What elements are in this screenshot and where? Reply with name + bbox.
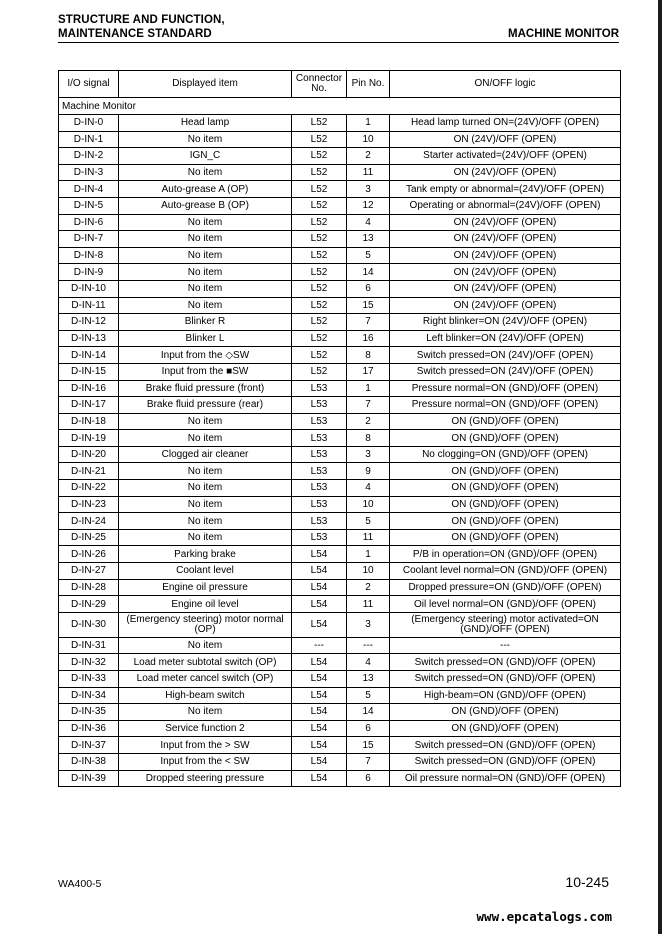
logic-cell: Switch pressed=ON (24V)/OFF (OPEN) bbox=[390, 347, 621, 364]
pin-cell: 16 bbox=[347, 330, 390, 347]
connector-cell: L54 bbox=[292, 596, 347, 613]
connector-cell: L52 bbox=[292, 164, 347, 181]
logic-cell: ON (24V)/OFF (OPEN) bbox=[390, 297, 621, 314]
pin-cell: 1 bbox=[347, 115, 390, 132]
pin-cell: 12 bbox=[347, 197, 390, 214]
logic-cell: (Emergency steering) motor activated=ON (GND)/OFF (OPEN) bbox=[390, 612, 621, 637]
pin-cell: 11 bbox=[347, 529, 390, 546]
logic-cell: ON (GND)/OFF (OPEN) bbox=[390, 496, 621, 513]
pin-cell: 5 bbox=[347, 687, 390, 704]
displayed-item-cell: No item bbox=[119, 164, 292, 181]
displayed-item-cell: Brake fluid pressure (rear) bbox=[119, 397, 292, 414]
table-row bbox=[59, 546, 621, 563]
connector-cell: L52 bbox=[292, 231, 347, 248]
io-signal-cell: D-IN-39 bbox=[59, 770, 119, 787]
displayed-item-cell: Input from the ■SW bbox=[119, 363, 292, 380]
io-signal-cell: D-IN-11 bbox=[59, 297, 119, 314]
displayed-item-cell: Blinker R bbox=[119, 314, 292, 331]
displayed-item-cell: Input from the > SW bbox=[119, 737, 292, 754]
io-signal-cell: D-IN-24 bbox=[59, 513, 119, 530]
connector-header-line-2: No. bbox=[311, 83, 327, 94]
connector-cell: L52 bbox=[292, 197, 347, 214]
logic-cell: Switch pressed=ON (GND)/OFF (OPEN) bbox=[390, 737, 621, 754]
pin-cell: 10 bbox=[347, 131, 390, 148]
logic-cell: Switch pressed=ON (GND)/OFF (OPEN) bbox=[390, 654, 621, 671]
table-row bbox=[59, 671, 621, 688]
connector-cell: L54 bbox=[292, 753, 347, 770]
table-row bbox=[59, 297, 621, 314]
logic-cell: Left blinker=ON (24V)/OFF (OPEN) bbox=[390, 330, 621, 347]
table-row bbox=[59, 496, 621, 513]
io-signal-cell: D-IN-2 bbox=[59, 148, 119, 165]
connector-cell: L53 bbox=[292, 513, 347, 530]
logic-cell: ON (24V)/OFF (OPEN) bbox=[390, 231, 621, 248]
document-title bbox=[58, 13, 225, 41]
title-line-1: STRUCTURE AND FUNCTION, bbox=[58, 14, 225, 26]
io-signal-cell: D-IN-21 bbox=[59, 463, 119, 480]
connector-cell: L52 bbox=[292, 214, 347, 231]
logic-cell: P/B in operation=ON (GND)/OFF (OPEN) bbox=[390, 546, 621, 563]
io-signal-cell: D-IN-8 bbox=[59, 247, 119, 264]
table-row bbox=[59, 115, 621, 132]
table-row bbox=[59, 753, 621, 770]
logic-cell: Right blinker=ON (24V)/OFF (OPEN) bbox=[390, 314, 621, 331]
table-row bbox=[59, 363, 621, 380]
displayed-item-cell: Blinker L bbox=[119, 330, 292, 347]
io-signal-cell: D-IN-22 bbox=[59, 480, 119, 497]
table-row bbox=[59, 637, 621, 654]
connector-cell: L52 bbox=[292, 363, 347, 380]
connector-cell: L53 bbox=[292, 446, 347, 463]
connector-cell: L52 bbox=[292, 115, 347, 132]
connector-cell: L54 bbox=[292, 654, 347, 671]
displayed-item-cell: No item bbox=[119, 463, 292, 480]
pin-cell: 3 bbox=[347, 181, 390, 198]
logic-cell: ON (24V)/OFF (OPEN) bbox=[390, 280, 621, 297]
io-signal-cell: D-IN-1 bbox=[59, 131, 119, 148]
displayed-item-cell: Load meter cancel switch (OP) bbox=[119, 671, 292, 688]
logic-cell: ON (GND)/OFF (OPEN) bbox=[390, 720, 621, 737]
table-row bbox=[59, 164, 621, 181]
table-row bbox=[59, 314, 621, 331]
table-row bbox=[59, 430, 621, 447]
logic-cell: Switch pressed=ON (GND)/OFF (OPEN) bbox=[390, 671, 621, 688]
io-signal-cell: D-IN-26 bbox=[59, 546, 119, 563]
connector-cell: L53 bbox=[292, 463, 347, 480]
logic-cell: Dropped pressure=ON (GND)/OFF (OPEN) bbox=[390, 579, 621, 596]
table-row bbox=[59, 380, 621, 397]
table-row bbox=[59, 563, 621, 580]
table-row bbox=[59, 579, 621, 596]
pin-cell: 10 bbox=[347, 563, 390, 580]
io-signal-cell: D-IN-35 bbox=[59, 704, 119, 721]
col-header-connector bbox=[292, 71, 347, 98]
io-signal-cell: D-IN-18 bbox=[59, 413, 119, 430]
table-row bbox=[59, 148, 621, 165]
pin-cell: 8 bbox=[347, 347, 390, 364]
page-edge-bar bbox=[658, 0, 662, 934]
displayed-item-cell: IGN_C bbox=[119, 148, 292, 165]
connector-cell: L52 bbox=[292, 247, 347, 264]
logic-cell: Tank empty or abnormal=(24V)/OFF (OPEN) bbox=[390, 181, 621, 198]
table-row bbox=[59, 214, 621, 231]
section-label: Machine Monitor bbox=[59, 98, 621, 115]
connector-cell: L53 bbox=[292, 397, 347, 414]
connector-cell: L52 bbox=[292, 314, 347, 331]
io-signal-cell: D-IN-16 bbox=[59, 380, 119, 397]
pin-cell: 13 bbox=[347, 231, 390, 248]
pin-cell: 14 bbox=[347, 264, 390, 281]
io-signal-cell: D-IN-7 bbox=[59, 231, 119, 248]
displayed-item-cell: Auto-grease A (OP) bbox=[119, 181, 292, 198]
displayed-item-cell: No item bbox=[119, 264, 292, 281]
pin-cell: 6 bbox=[347, 720, 390, 737]
header-rule bbox=[58, 42, 619, 43]
io-signal-cell: D-IN-12 bbox=[59, 314, 119, 331]
connector-cell: L54 bbox=[292, 770, 347, 787]
logic-cell: ON (24V)/OFF (OPEN) bbox=[390, 214, 621, 231]
connector-cell: L52 bbox=[292, 264, 347, 281]
io-signal-cell: D-IN-4 bbox=[59, 181, 119, 198]
logic-cell: Oil level normal=ON (GND)/OFF (OPEN) bbox=[390, 596, 621, 613]
pin-cell: 3 bbox=[347, 612, 390, 637]
table-row bbox=[59, 463, 621, 480]
table-row bbox=[59, 654, 621, 671]
displayed-item-cell: Clogged air cleaner bbox=[119, 446, 292, 463]
logic-cell: ON (24V)/OFF (OPEN) bbox=[390, 247, 621, 264]
table-row bbox=[59, 704, 621, 721]
pin-cell: 15 bbox=[347, 297, 390, 314]
io-signal-cell: D-IN-9 bbox=[59, 264, 119, 281]
logic-cell: Oil pressure normal=ON (GND)/OFF (OPEN) bbox=[390, 770, 621, 787]
pin-cell: --- bbox=[347, 637, 390, 654]
logic-cell: ON (GND)/OFF (OPEN) bbox=[390, 413, 621, 430]
connector-cell: L53 bbox=[292, 480, 347, 497]
pin-cell: 4 bbox=[347, 214, 390, 231]
io-signal-table bbox=[58, 70, 621, 787]
pin-cell: 5 bbox=[347, 513, 390, 530]
io-signal-cell: D-IN-14 bbox=[59, 347, 119, 364]
connector-cell: L53 bbox=[292, 430, 347, 447]
displayed-item-cell: No item bbox=[119, 637, 292, 654]
connector-cell: L53 bbox=[292, 496, 347, 513]
table-row bbox=[59, 181, 621, 198]
io-signal-cell: D-IN-20 bbox=[59, 446, 119, 463]
col-header-pin: Pin No. bbox=[347, 71, 390, 98]
pin-cell: 6 bbox=[347, 770, 390, 787]
pin-cell: 13 bbox=[347, 671, 390, 688]
connector-cell: L54 bbox=[292, 737, 347, 754]
connector-cell: L54 bbox=[292, 704, 347, 721]
table-header-row bbox=[59, 71, 621, 98]
pin-cell: 1 bbox=[347, 380, 390, 397]
displayed-item-cell: Load meter subtotal switch (OP) bbox=[119, 654, 292, 671]
io-signal-cell: D-IN-29 bbox=[59, 596, 119, 613]
pin-cell: 5 bbox=[347, 247, 390, 264]
pin-cell: 17 bbox=[347, 363, 390, 380]
pin-cell: 7 bbox=[347, 314, 390, 331]
connector-cell: L53 bbox=[292, 380, 347, 397]
displayed-item-cell: No item bbox=[119, 430, 292, 447]
pin-cell: 9 bbox=[347, 463, 390, 480]
connector-cell: L54 bbox=[292, 546, 347, 563]
page-number: 10-245 bbox=[565, 874, 609, 890]
connector-cell: L52 bbox=[292, 181, 347, 198]
io-signal-cell: D-IN-37 bbox=[59, 737, 119, 754]
pin-cell: 11 bbox=[347, 596, 390, 613]
io-signal-cell: D-IN-0 bbox=[59, 115, 119, 132]
table-row bbox=[59, 131, 621, 148]
io-signal-cell: D-IN-19 bbox=[59, 430, 119, 447]
logic-cell: No clogging=ON (GND)/OFF (OPEN) bbox=[390, 446, 621, 463]
displayed-item-cell: No item bbox=[119, 529, 292, 546]
io-signal-cell: D-IN-15 bbox=[59, 363, 119, 380]
logic-cell: ON (GND)/OFF (OPEN) bbox=[390, 513, 621, 530]
table-row bbox=[59, 197, 621, 214]
logic-cell: Coolant level normal=ON (GND)/OFF (OPEN) bbox=[390, 563, 621, 580]
model-number: WA400-5 bbox=[58, 878, 102, 890]
displayed-item-cell: No item bbox=[119, 513, 292, 530]
displayed-item-cell: No item bbox=[119, 297, 292, 314]
io-signal-cell: D-IN-23 bbox=[59, 496, 119, 513]
io-signal-cell: D-IN-27 bbox=[59, 563, 119, 580]
io-signal-cell: D-IN-6 bbox=[59, 214, 119, 231]
watermark-url: www.epcatalogs.com bbox=[476, 909, 612, 924]
pin-cell: 2 bbox=[347, 413, 390, 430]
displayed-item-cell: Engine oil pressure bbox=[119, 579, 292, 596]
table-row bbox=[59, 247, 621, 264]
displayed-item-cell: No item bbox=[119, 131, 292, 148]
pin-cell: 15 bbox=[347, 737, 390, 754]
table-row bbox=[59, 720, 621, 737]
connector-cell: L54 bbox=[292, 720, 347, 737]
displayed-item-cell: No item bbox=[119, 231, 292, 248]
pin-cell: 4 bbox=[347, 654, 390, 671]
table-row bbox=[59, 347, 621, 364]
displayed-item-cell: (Emergency steering) motor normal (OP) bbox=[119, 612, 292, 637]
connector-cell: L52 bbox=[292, 297, 347, 314]
displayed-item-cell: Head lamp bbox=[119, 115, 292, 132]
logic-cell: ON (GND)/OFF (OPEN) bbox=[390, 480, 621, 497]
logic-cell: High-beam=ON (GND)/OFF (OPEN) bbox=[390, 687, 621, 704]
table-row bbox=[59, 737, 621, 754]
logic-cell: Head lamp turned ON=(24V)/OFF (OPEN) bbox=[390, 115, 621, 132]
io-signal-cell: D-IN-38 bbox=[59, 753, 119, 770]
logic-cell: ON (24V)/OFF (OPEN) bbox=[390, 131, 621, 148]
io-signal-cell: D-IN-10 bbox=[59, 280, 119, 297]
table-row bbox=[59, 770, 621, 787]
logic-cell: ON (GND)/OFF (OPEN) bbox=[390, 704, 621, 721]
logic-cell: Starter activated=(24V)/OFF (OPEN) bbox=[390, 148, 621, 165]
displayed-item-cell: No item bbox=[119, 496, 292, 513]
logic-cell: --- bbox=[390, 637, 621, 654]
connector-cell: --- bbox=[292, 637, 347, 654]
table-row bbox=[59, 612, 621, 637]
col-header-io-signal: I/O signal bbox=[59, 71, 119, 98]
io-signal-cell: D-IN-13 bbox=[59, 330, 119, 347]
connector-cell: L52 bbox=[292, 148, 347, 165]
connector-header-line-1: Connector bbox=[295, 73, 343, 84]
col-header-logic: ON/OFF logic bbox=[390, 71, 621, 98]
section-row bbox=[59, 98, 621, 115]
logic-cell: ON (24V)/OFF (OPEN) bbox=[390, 164, 621, 181]
pin-cell: 3 bbox=[347, 446, 390, 463]
logic-cell: ON (GND)/OFF (OPEN) bbox=[390, 430, 621, 447]
col-header-displayed-item: Displayed item bbox=[119, 71, 292, 98]
logic-cell: ON (GND)/OFF (OPEN) bbox=[390, 463, 621, 480]
connector-cell: L54 bbox=[292, 612, 347, 637]
displayed-item-cell: No item bbox=[119, 480, 292, 497]
table-row bbox=[59, 596, 621, 613]
table-row bbox=[59, 397, 621, 414]
table-row bbox=[59, 280, 621, 297]
displayed-item-cell: Engine oil level bbox=[119, 596, 292, 613]
io-signal-cell: D-IN-34 bbox=[59, 687, 119, 704]
io-signal-cell: D-IN-28 bbox=[59, 579, 119, 596]
table-row bbox=[59, 480, 621, 497]
table-row bbox=[59, 513, 621, 530]
connector-cell: L53 bbox=[292, 529, 347, 546]
io-signal-cell: D-IN-32 bbox=[59, 654, 119, 671]
table-row bbox=[59, 529, 621, 546]
section-title: MACHINE MONITOR bbox=[508, 28, 619, 40]
connector-cell: L52 bbox=[292, 347, 347, 364]
table-row bbox=[59, 330, 621, 347]
connector-cell: L52 bbox=[292, 330, 347, 347]
io-signal-cell: D-IN-36 bbox=[59, 720, 119, 737]
logic-cell: ON (24V)/OFF (OPEN) bbox=[390, 264, 621, 281]
displayed-item-cell: Auto-grease B (OP) bbox=[119, 197, 292, 214]
displayed-item-cell: Dropped steering pressure bbox=[119, 770, 292, 787]
io-signal-cell: D-IN-5 bbox=[59, 197, 119, 214]
displayed-item-cell: Service function 2 bbox=[119, 720, 292, 737]
logic-cell: Pressure normal=ON (GND)/OFF (OPEN) bbox=[390, 380, 621, 397]
pin-cell: 6 bbox=[347, 280, 390, 297]
pin-cell: 1 bbox=[347, 546, 390, 563]
table-row bbox=[59, 446, 621, 463]
pin-cell: 8 bbox=[347, 430, 390, 447]
connector-cell: L54 bbox=[292, 563, 347, 580]
displayed-item-cell: No item bbox=[119, 704, 292, 721]
logic-cell: Pressure normal=ON (GND)/OFF (OPEN) bbox=[390, 397, 621, 414]
pin-cell: 14 bbox=[347, 704, 390, 721]
table-row bbox=[59, 687, 621, 704]
pin-cell: 11 bbox=[347, 164, 390, 181]
displayed-item-cell: No item bbox=[119, 413, 292, 430]
connector-cell: L54 bbox=[292, 579, 347, 596]
connector-cell: L52 bbox=[292, 280, 347, 297]
pin-cell: 2 bbox=[347, 579, 390, 596]
displayed-item-cell: Input from the < SW bbox=[119, 753, 292, 770]
displayed-item-cell: No item bbox=[119, 214, 292, 231]
pin-cell: 7 bbox=[347, 397, 390, 414]
displayed-item-cell: Coolant level bbox=[119, 563, 292, 580]
logic-cell: Switch pressed=ON (24V)/OFF (OPEN) bbox=[390, 363, 621, 380]
table-row bbox=[59, 413, 621, 430]
pin-cell: 4 bbox=[347, 480, 390, 497]
displayed-item-cell: No item bbox=[119, 247, 292, 264]
displayed-item-cell: No item bbox=[119, 280, 292, 297]
displayed-item-cell: High-beam switch bbox=[119, 687, 292, 704]
io-signal-cell: D-IN-17 bbox=[59, 397, 119, 414]
table-row bbox=[59, 264, 621, 281]
pin-cell: 7 bbox=[347, 753, 390, 770]
table-row bbox=[59, 231, 621, 248]
io-signal-cell: D-IN-33 bbox=[59, 671, 119, 688]
connector-cell: L54 bbox=[292, 671, 347, 688]
displayed-item-cell: Parking brake bbox=[119, 546, 292, 563]
pin-cell: 2 bbox=[347, 148, 390, 165]
displayed-item-cell: Brake fluid pressure (front) bbox=[119, 380, 292, 397]
connector-cell: L53 bbox=[292, 413, 347, 430]
io-signal-cell: D-IN-30 bbox=[59, 612, 119, 637]
io-signal-cell: D-IN-25 bbox=[59, 529, 119, 546]
connector-cell: L54 bbox=[292, 687, 347, 704]
logic-cell: ON (GND)/OFF (OPEN) bbox=[390, 529, 621, 546]
logic-cell: Operating or abnormal=(24V)/OFF (OPEN) bbox=[390, 197, 621, 214]
displayed-item-cell: Input from the ◇SW bbox=[119, 347, 292, 364]
io-signal-cell: D-IN-31 bbox=[59, 637, 119, 654]
logic-cell: Switch pressed=ON (GND)/OFF (OPEN) bbox=[390, 753, 621, 770]
title-line-2: MAINTENANCE STANDARD bbox=[58, 28, 212, 40]
connector-cell: L52 bbox=[292, 131, 347, 148]
io-signal-cell: D-IN-3 bbox=[59, 164, 119, 181]
pin-cell: 10 bbox=[347, 496, 390, 513]
